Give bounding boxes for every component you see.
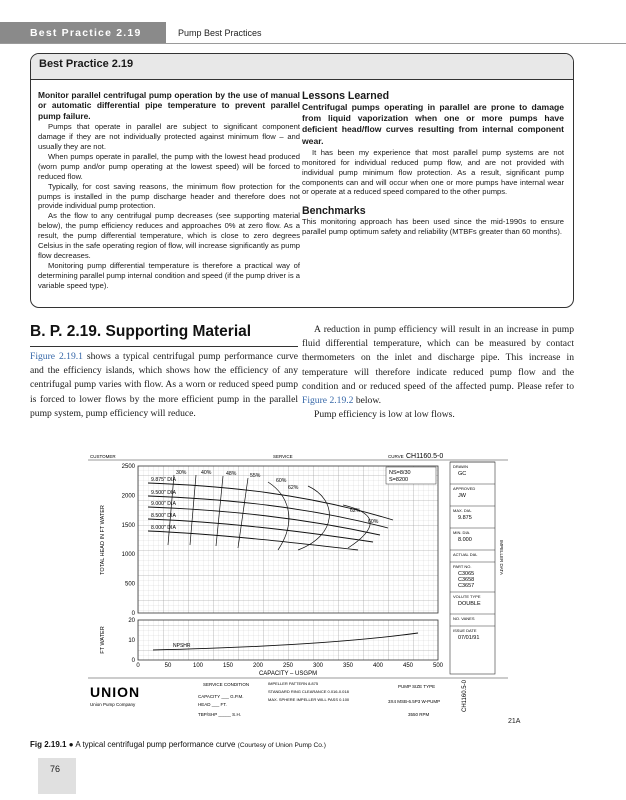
capacity-tick-label: 450 (402, 663, 414, 669)
capacity-axis-label: CAPACITY – USGPM (258, 671, 318, 677)
side-panel-value: C3658 (458, 577, 475, 583)
header-rule (0, 43, 626, 44)
section-right-paragraph: Pump efficiency is low at low flows. (314, 409, 455, 421)
side-panel-value: GC (458, 471, 467, 477)
curve-number: CH1160.5-0 (406, 453, 444, 460)
npshr-axis-ticks (128, 618, 135, 664)
section-title: B. P. 2.19. Supporting Material (30, 323, 252, 340)
best-practice-box (30, 53, 574, 308)
caption-source: (Courtesy of Union Pump Co.) (237, 742, 326, 749)
section-left-column (30, 350, 298, 421)
side-panel-value: JW (458, 493, 466, 499)
section-right-column (302, 323, 574, 422)
side-panel-label: PART NO. (453, 564, 472, 569)
ring-clearance-field: STANDARD RING CLEARANCE 0.016-0.018 (268, 689, 349, 694)
npshr-plot-area (138, 620, 438, 660)
npshr-tick-label: 20 (128, 618, 135, 624)
best-practice-paragraph: Monitoring pump differential temperature is therefore a practical way of determining parallel pump internal condition and speed (if the pump driver is a variable speed type). (38, 260, 300, 290)
company-logo: UNION (90, 684, 141, 700)
efficiency-label: 40% (201, 470, 212, 476)
best-practice-lead: Monitor parallel centrifugal pump operation by the use of manual or automatic differential pipe temperature to prevent parallel pump failure. (38, 90, 300, 121)
figure-caption (30, 740, 326, 749)
running-header (0, 22, 626, 44)
benchmarks-heading: Benchmarks (302, 205, 366, 218)
caption-bullet: ● (68, 740, 76, 749)
efficiency-label: 62% (288, 485, 299, 491)
efficiency-label: 48% (226, 471, 237, 477)
section-left-paragraph (30, 350, 298, 421)
side-panel-value: 07/01/91 (458, 635, 480, 641)
head-tick-label: 2000 (121, 493, 135, 500)
capacity-tick-label: 350 (342, 663, 354, 669)
section-right-text: A reduction in pump efficiency will result in an increase in pump fluid differential temperature, which can be measured by contact thermometers on the inlet and discharge pipe. This increase in temperature will therefore indicate reduced pump flow and the condition and or reduced speed of the affected pump. Please refer to (302, 324, 574, 392)
capacity-tick-label: 500 (432, 663, 444, 669)
head-field: HEAD ___ FT. (198, 702, 227, 707)
section-label: Best Practice 2.19 (0, 22, 166, 44)
figure-link[interactable]: Figure 2.19.2 (302, 395, 354, 407)
lessons-learned-lead: Centrifugal pumps operating in parallel are prone to damage from liquid vaporization when one or more pumps have deficient head/flow curves resulting from internal component wear. (302, 102, 564, 146)
sphere-field: MAX. SPHERE IMPELLER WILL PASS 0.100 (268, 697, 350, 702)
impeller-label: 8.500" DIA (151, 513, 176, 519)
pump-performance-figure (88, 450, 508, 725)
side-panel-value: C3657 (458, 583, 475, 589)
best-practice-paragraph: Pumps that operate in parallel are subject to significant component damage if they are not individually protected against minimum flow – and usually they are not. (38, 122, 300, 152)
ns-label: NS=8/30 (389, 470, 411, 476)
side-panel-label: DRAWN (453, 464, 468, 469)
capacity-tick-label: 50 (164, 663, 172, 669)
curve-label: CURVE (388, 454, 404, 459)
rpm-field: 3550 RPM (408, 712, 430, 717)
capacity-tick-label: 400 (372, 663, 384, 669)
side-panel-value: 8.000 (458, 537, 472, 543)
capacity-tick-label: 150 (222, 663, 234, 669)
capacity-axis-ticks (136, 663, 443, 669)
efficiency-label: 60% (368, 519, 379, 525)
head-tick-label: 1500 (121, 522, 135, 529)
caption-text: A typical centrifugal pump performance curve (75, 740, 236, 749)
head-tick-label: 500 (124, 581, 135, 588)
best-practice-right-column (302, 90, 564, 237)
side-panel-value: DOUBLE (458, 601, 481, 607)
best-practice-paragraph: Typically, for cost saving reasons, the minimum flow protection for the pumps is installed in the pump discharge header and therefore does not provide individual pump protection. (38, 181, 300, 211)
capacity-tick-label: 0 (136, 663, 140, 669)
footer-curve-number: CH1160.5-0 (462, 680, 468, 712)
impeller-pattern-field: IMPELLER PATTERN 8.875 (268, 681, 319, 686)
page-number: 76 (38, 758, 76, 794)
side-panel-label: NO. VANES (453, 616, 475, 621)
best-practice-title-bar (31, 54, 573, 80)
head-axis-label: TOTAL HEAD IN FT WATER (100, 505, 106, 575)
efficiency-label: 62% (350, 508, 361, 514)
head-axis-ticks (122, 464, 136, 617)
bhp-field: TBP/SHP _____ S.H. (198, 712, 241, 717)
best-practice-paragraph: When pumps operate in parallel, the pump with the lowest head produced (worn pump and/or pump operating at the lowest speed) will be forced to reduced flow. (38, 151, 300, 181)
lessons-learned-body: It has been my experience that most parallel pump systems are not monitored for individual reduced pump flow, and are not provided with individual pump minimum flow protection. As a result, significant pump components can and will occur when one or more pumps have internal wear or operate at a reduced speed compared to the other pumps. (302, 147, 564, 197)
efficiency-label: 60% (276, 478, 287, 484)
side-panel-label: MIN. DIA. (453, 530, 471, 535)
efficiency-label: 30% (176, 470, 187, 476)
side-panel (450, 462, 495, 674)
best-practice-title: Best Practice 2.19 (39, 58, 134, 70)
figure-link[interactable]: Figure 2.19.1 (30, 351, 83, 362)
service-condition-label: SERVICE CONDITION (203, 682, 250, 687)
side-panel-value: 9.875 (458, 515, 472, 521)
side-panel-label: ACTUAL DIA. (453, 552, 478, 557)
service-label: SERVICE (273, 454, 293, 459)
npshr-tick-label: 0 (131, 658, 135, 664)
impeller-data-label: IMPELLER DATA (499, 540, 504, 575)
best-practice-paragraph: As the flow to any centrifugal pump decreases (see supporting material below), the pump efficiency reduces and approaches 0% at zero flow. As a result, the pump differential temperature, which is close to zero degrees Celsius in the safe operating region of flow, will increase significantly as pump flow decreases. (38, 211, 300, 260)
section-rule (30, 346, 298, 347)
capacity-tick-label: 100 (192, 663, 204, 669)
capacity-tick-label: 250 (282, 663, 294, 669)
efficiency-label: 55% (250, 473, 261, 479)
head-tick-label: 2500 (121, 464, 135, 470)
running-title: Pump Best Practices (178, 28, 262, 38)
pump-size-label: PUMP SIZE TYPE (398, 684, 436, 689)
npshr-tick-label: 10 (128, 638, 135, 644)
caption-label: Fig 2.19.1 (30, 740, 67, 749)
side-panel-label: ISSUE DATE (453, 628, 477, 633)
head-tick-label: 1000 (121, 552, 135, 559)
section-right-text: below. (353, 395, 382, 407)
capacity-tick-label: 200 (252, 663, 264, 669)
benchmarks-body: This monitoring approach has been used since the mid-1990s to ensure parallel pump optimum safety and reliability (MTBFs greater than 60 months). (302, 217, 564, 237)
npshr-axis-label: FT WATER (100, 626, 106, 654)
ss-label: S=8200 (389, 477, 409, 483)
customer-label: CUSTOMER (90, 454, 116, 459)
impeller-label: 9.000" DIA (151, 501, 176, 507)
lessons-learned-heading: Lessons Learned (302, 90, 390, 102)
capacity-field: CAPACITY ___ G.P.M. (198, 694, 244, 699)
capacity-tick-label: 300 (312, 663, 324, 669)
section-left-text: shows a typical centrifugal pump performance curve and the efficiency islands, which shows how the efficiency of any centrifugal pump varies with flow. As a worn or reduced speed pump is forced to lower flows by the more efficient pump in the parallel pump system, pump efficiency will reduce. (30, 351, 298, 419)
impeller-label: 9.500" DIA (151, 490, 176, 496)
side-panel-label: APPROVED (453, 486, 476, 491)
head-tick-label: 0 (131, 611, 135, 617)
figure-tag: 21A (508, 718, 521, 725)
npshr-label: NPSHR (173, 643, 191, 649)
pump-model-field: 3X4 MSB-6.5P3 W-PUMP (388, 699, 441, 704)
impeller-label: 8.000" DIA (151, 525, 176, 531)
section-right-paragraph (302, 323, 574, 408)
company-sub: Union Pump Company (90, 702, 136, 707)
side-panel-value: C3065 (458, 571, 475, 577)
best-practice-left-column (38, 90, 300, 291)
side-panel-label: MAX. DIA. (453, 508, 472, 513)
impeller-label: 9.875" DIA (151, 477, 176, 483)
side-panel-label: VOLUTE TYPE (453, 594, 481, 599)
